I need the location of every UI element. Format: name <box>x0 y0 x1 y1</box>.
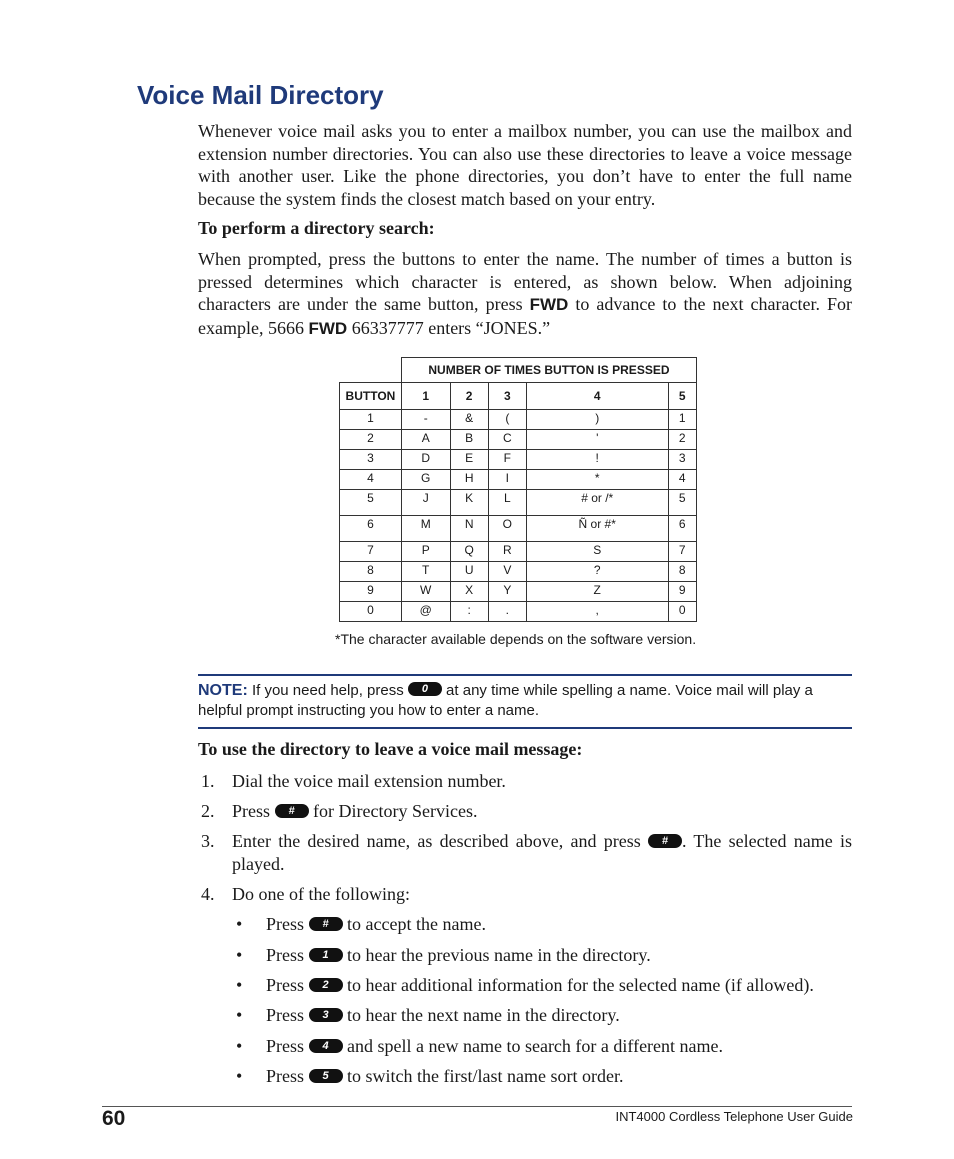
table-footnote: *The character available depends on the software version. <box>335 631 697 647</box>
table-cell: L <box>488 490 526 516</box>
table-cell: * <box>526 470 668 490</box>
option-text: Press 4 and spell a new name to search for a different name. <box>266 1036 724 1056</box>
step-number: 4. <box>201 884 215 904</box>
table-cell: ! <box>526 450 668 470</box>
table-cell: 0 <box>340 602 402 622</box>
table-row <box>340 410 697 430</box>
table-cell: O <box>488 516 526 542</box>
table-cell: J <box>401 490 450 516</box>
table-cell: X <box>450 582 488 602</box>
step-number: 1. <box>201 771 215 791</box>
step-number: 2. <box>201 801 215 821</box>
step-item <box>201 883 852 906</box>
five-key-icon: 5 <box>309 1069 343 1083</box>
two-key-icon: 2 <box>309 978 343 992</box>
character-table <box>339 357 697 622</box>
option-text: Press 3 to hear the next name in the directory. <box>266 1005 620 1025</box>
table-cell: S <box>526 542 668 562</box>
bullet-icon: • <box>236 1036 243 1056</box>
bullet-icon: • <box>236 914 243 934</box>
step-item <box>201 770 852 793</box>
table-cell: ' <box>526 430 668 450</box>
table-cell: ( <box>488 410 526 430</box>
guide-title: INT4000 Cordless Telephone User Guide <box>615 1109 853 1124</box>
table-cell: T <box>401 562 450 582</box>
table-cell: ) <box>526 410 668 430</box>
table-cell: R <box>488 542 526 562</box>
bullet-icon: • <box>236 945 243 965</box>
table-cell: 9 <box>340 582 402 602</box>
page-title: Voice Mail Directory <box>137 80 384 110</box>
search-heading: To perform a directory search: <box>198 218 435 238</box>
note-label: NOTE: <box>198 682 248 699</box>
bullet-icon: • <box>236 1005 243 1025</box>
column-header: 3 <box>488 383 526 410</box>
table-cell: - <box>401 410 450 430</box>
table-row <box>340 562 697 582</box>
option-item <box>236 913 486 936</box>
table-cell: Q <box>450 542 488 562</box>
step-number: 3. <box>201 831 215 851</box>
table-cell: 3 <box>668 450 696 470</box>
table-cell: Z <box>526 582 668 602</box>
table-row <box>340 450 697 470</box>
step-item <box>201 800 852 823</box>
hash-key-icon: # <box>309 917 343 931</box>
table-cell: F <box>488 450 526 470</box>
table-cell: B <box>450 430 488 450</box>
option-text: Press 2 to hear additional information for the selected name (if allowed). <box>266 975 814 995</box>
table-cell: @ <box>401 602 450 622</box>
table-row <box>340 430 697 450</box>
bullet-icon: • <box>236 1066 243 1086</box>
table-row <box>340 490 697 516</box>
table-cell: V <box>488 562 526 582</box>
table-row <box>340 470 697 490</box>
option-item <box>236 1035 723 1058</box>
table-cell: M <box>401 516 450 542</box>
table-header-row <box>340 358 697 383</box>
column-header: 2 <box>450 383 488 410</box>
bullet-icon: • <box>236 975 243 995</box>
table-cell: & <box>450 410 488 430</box>
table-cell: Y <box>488 582 526 602</box>
table-cell: A <box>401 430 450 450</box>
column-header: 4 <box>526 383 668 410</box>
leave-message-heading: To use the directory to leave a voice mail message: <box>198 739 583 759</box>
table-cell: K <box>450 490 488 516</box>
option-item <box>236 1004 620 1027</box>
step-text: Press # for Directory Services. <box>232 801 478 821</box>
table-cell: N <box>450 516 488 542</box>
table-cell: W <box>401 582 450 602</box>
fwd-key-label: FWD <box>308 319 348 339</box>
step-text: Enter the desired name, as described above, and press # . The selected name is played. <box>232 831 852 874</box>
table-cell: 5 <box>668 490 696 516</box>
three-key-icon: 3 <box>309 1008 343 1022</box>
footer-rule <box>102 1106 852 1107</box>
search-paragraph: When prompted, press the buttons to enter the name. The number of times a button is pressed determines which character is entered, as shown below. When adjoining characters are under the same button, press FWD to advance to the next character. For example, 5666 FWD 66337777 enters “JONES.” <box>198 249 852 339</box>
zero-key-icon: 0 <box>408 682 442 696</box>
table-row <box>340 542 697 562</box>
intro-paragraph: Whenever voice mail asks you to enter a mailbox number, you can use the mailbox and extension number directories. You can also use these directories to leave a voice message with another user. Like the phone directories, you don’t have to enter the full name because the system finds the closest match based on your entry. <box>198 121 852 210</box>
option-item <box>236 1065 623 1088</box>
table-cell: . <box>488 602 526 622</box>
table-cell: I <box>488 470 526 490</box>
table-cell: , <box>526 602 668 622</box>
table-cell: 0 <box>668 602 696 622</box>
table-cell: 6 <box>668 516 696 542</box>
table-corner-cell <box>340 358 402 383</box>
table-column-headers <box>340 383 697 410</box>
step-text: Dial the voice mail extension number. <box>232 771 506 791</box>
note-box: NOTE: If you need help, press 0 at any time while spelling a name. Voice mail will play a helpful prompt instructing you how to enter a name. <box>198 674 852 729</box>
step-item <box>201 830 852 876</box>
table-row <box>340 516 697 542</box>
table-body <box>340 410 697 622</box>
column-header: 5 <box>668 383 696 410</box>
table-group-header: NUMBER OF TIMES BUTTON IS PRESSED <box>401 358 696 383</box>
table-cell: P <box>401 542 450 562</box>
table-cell: 9 <box>668 582 696 602</box>
option-text: Press # to accept the name. <box>266 914 486 934</box>
table-cell: 6 <box>340 516 402 542</box>
table-cell: 2 <box>668 430 696 450</box>
page-number: 60 <box>102 1107 126 1130</box>
step-text: Do one of the following: <box>232 884 410 904</box>
table-cell: 1 <box>340 410 402 430</box>
column-header: BUTTON <box>340 383 402 410</box>
option-text: Press 5 to switch the first/last name sort order. <box>266 1066 624 1086</box>
table-cell: : <box>450 602 488 622</box>
table-cell: 1 <box>668 410 696 430</box>
table-cell: 4 <box>340 470 402 490</box>
table-cell: Ñ or #* <box>526 516 668 542</box>
table-cell: H <box>450 470 488 490</box>
hash-key-icon: # <box>275 804 309 818</box>
four-key-icon: 4 <box>309 1039 343 1053</box>
table-cell: 2 <box>340 430 402 450</box>
table-cell: # or /* <box>526 490 668 516</box>
column-header: 1 <box>401 383 450 410</box>
table-cell: G <box>401 470 450 490</box>
table-cell: 7 <box>340 542 402 562</box>
table-cell: E <box>450 450 488 470</box>
table-cell: 8 <box>668 562 696 582</box>
table-cell: 5 <box>340 490 402 516</box>
option-item <box>236 944 651 967</box>
hash-key-icon: # <box>648 834 682 848</box>
option-text: Press 1 to hear the previous name in the directory. <box>266 945 651 965</box>
table-cell: D <box>401 450 450 470</box>
one-key-icon: 1 <box>309 948 343 962</box>
fwd-key-label: FWD <box>529 295 569 315</box>
option-item <box>236 974 814 997</box>
table-row <box>340 602 697 622</box>
table-cell: 7 <box>668 542 696 562</box>
table-row <box>340 582 697 602</box>
table-cell: 4 <box>668 470 696 490</box>
table-cell: C <box>488 430 526 450</box>
table-cell: U <box>450 562 488 582</box>
table-cell: 3 <box>340 450 402 470</box>
table-cell: 8 <box>340 562 402 582</box>
table-cell: ? <box>526 562 668 582</box>
